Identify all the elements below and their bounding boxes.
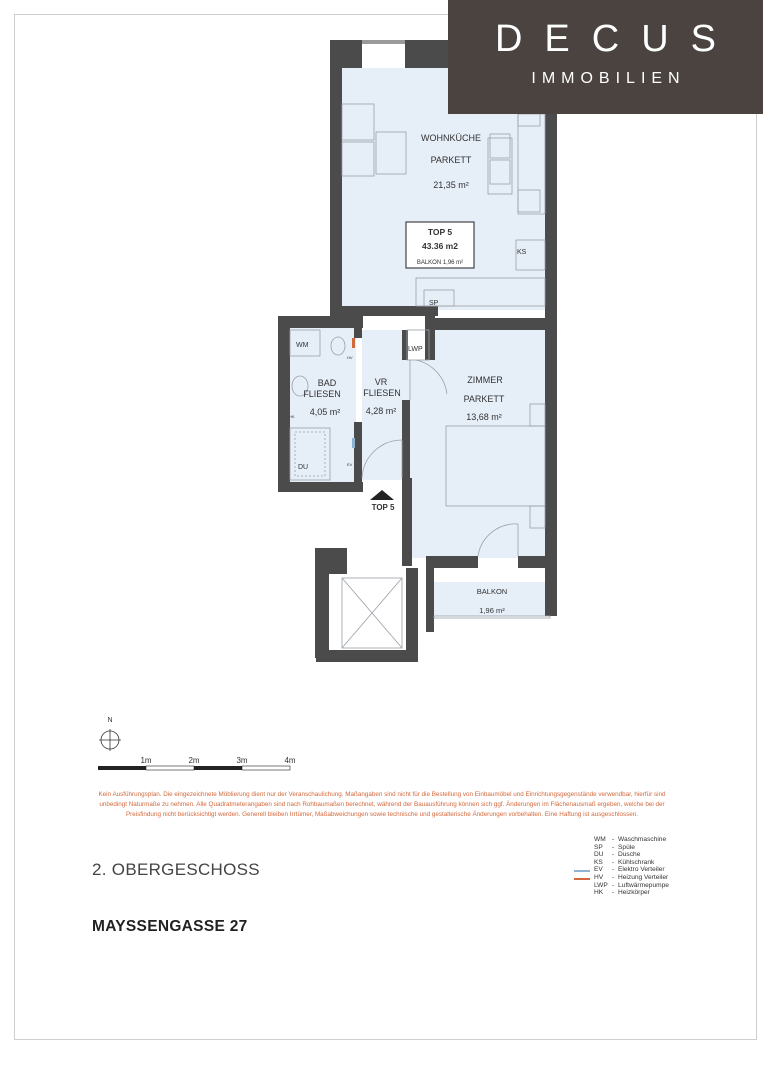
entrance-arrow-icon xyxy=(370,490,394,500)
legend-code: HV xyxy=(594,873,604,881)
ks-label: KS xyxy=(517,249,527,256)
legend-row: EV - Elektro Verteiler xyxy=(594,866,665,874)
scale-label-2: 2m xyxy=(188,756,200,765)
legend-text: Heizkörper xyxy=(618,889,650,897)
legend-text: Spüle xyxy=(618,843,635,851)
top-title: TOP 5 xyxy=(427,227,453,237)
legend-code: DU xyxy=(594,851,604,859)
legend-row: DU - Dusche xyxy=(594,851,641,859)
balkon-area: 1,96 m² xyxy=(479,606,505,615)
legend-text: Dusche xyxy=(618,851,641,859)
ev-label: EV xyxy=(347,462,353,467)
legend-row: WM - Waschmaschine xyxy=(594,836,667,843)
logo-brand: DECUS xyxy=(494,18,739,60)
legend-code: KS xyxy=(594,858,603,866)
bad-floor: FLIESEN xyxy=(303,389,341,399)
wohnkueche-name: WOHNKÜCHE xyxy=(421,133,481,143)
scale-label-1: 1m xyxy=(140,756,152,765)
zimmer-name: ZIMMER xyxy=(467,375,503,385)
legend-row: HK - Heizkörper xyxy=(594,889,650,897)
legend-text: Luftwärmepumpe xyxy=(618,881,669,889)
legend-row: HV - Heizung Verteiler xyxy=(594,873,669,881)
legend-text: Elektro Verteiler xyxy=(618,866,665,874)
legend-code: EV xyxy=(594,866,603,874)
vr-area: 4,28 m² xyxy=(365,406,397,416)
legend-row: SP - Spüle xyxy=(594,843,635,851)
legend-code: WM xyxy=(594,836,606,843)
legend-row: LWP - Luftwärmepumpe xyxy=(594,881,669,889)
legend-text: Kühlschrank xyxy=(618,858,655,866)
wohnkueche-floor: PARKETT xyxy=(430,155,472,165)
legend xyxy=(594,836,694,897)
legend-text: Heizung Verteiler xyxy=(618,873,669,881)
vr-floor: FLIESEN xyxy=(363,388,401,398)
scale-label-4: 4m xyxy=(284,756,296,765)
legend-code: HK xyxy=(594,889,604,897)
wohnkueche-area: 21,35 m² xyxy=(433,180,469,190)
hv-marker xyxy=(352,338,355,348)
vr-name: VR xyxy=(374,377,388,387)
sp-label: SP xyxy=(429,300,439,307)
north-label: N xyxy=(107,717,113,724)
room-fills xyxy=(288,68,548,616)
balkon-name: BALKON xyxy=(476,587,508,596)
decus-logo xyxy=(448,0,763,114)
top-total: 43.36 m2 xyxy=(422,241,458,251)
hv-label: HV xyxy=(347,355,353,360)
lwp-label: LWP xyxy=(408,346,423,353)
legend-code: LWP xyxy=(594,881,608,889)
zimmer-area: 13,68 m² xyxy=(466,412,502,422)
ev-marker xyxy=(352,438,355,448)
wm-label: WM xyxy=(296,342,309,349)
du-label: DU xyxy=(298,464,309,471)
legend-text: Waschmaschine xyxy=(618,836,667,843)
entrance-label: TOP 5 xyxy=(371,503,395,512)
legend-code: SP xyxy=(594,843,603,851)
disclaimer-text: Kein Ausführungsplan. Die eingezeichnete Möblierung dient nur der Veranschaulichung. Maßangaben sind nicht für die Bestellung von Einbaumöbel und Einrichtungsgegenstände verwendbar, hierfür sind unbedingt Naturmaße zu nehmen. Alle Quadratmeterangaben sind nach Rohbaumaßen berechnet, während der Bauausführung können sich ggf. Änderungen im Flächenausmaß ergeben, welche bei der Preisfindung nicht berücksichtigt werden. Generell bleiben Irrtümer, Maßabweichungen sowie technische und gestalterische Änderungen vorbehalten. Eine Haftung ist ausgeschlossen. xyxy=(98,791,666,818)
zimmer-floor: PARKETT xyxy=(463,394,505,404)
scale-bar xyxy=(98,766,290,770)
logo-sub: IMMOBILIEN xyxy=(531,70,686,87)
legend-row: KS - Kühlschrank xyxy=(594,858,655,866)
hk-label: HK xyxy=(289,414,295,419)
hv-legend-line xyxy=(574,878,590,880)
scale-label-3: 3m xyxy=(236,756,248,765)
top-balcony: BALKON 1,96 m² xyxy=(416,260,464,266)
floor-label: 2. OBERGESCHOSS xyxy=(92,860,260,879)
bad-area: 4,05 m² xyxy=(309,407,341,417)
compass-icon xyxy=(99,729,121,751)
bad-name: BAD xyxy=(317,378,337,388)
ev-legend-line xyxy=(574,870,590,872)
address-label: MAYSSENGASSE 27 xyxy=(92,918,248,935)
